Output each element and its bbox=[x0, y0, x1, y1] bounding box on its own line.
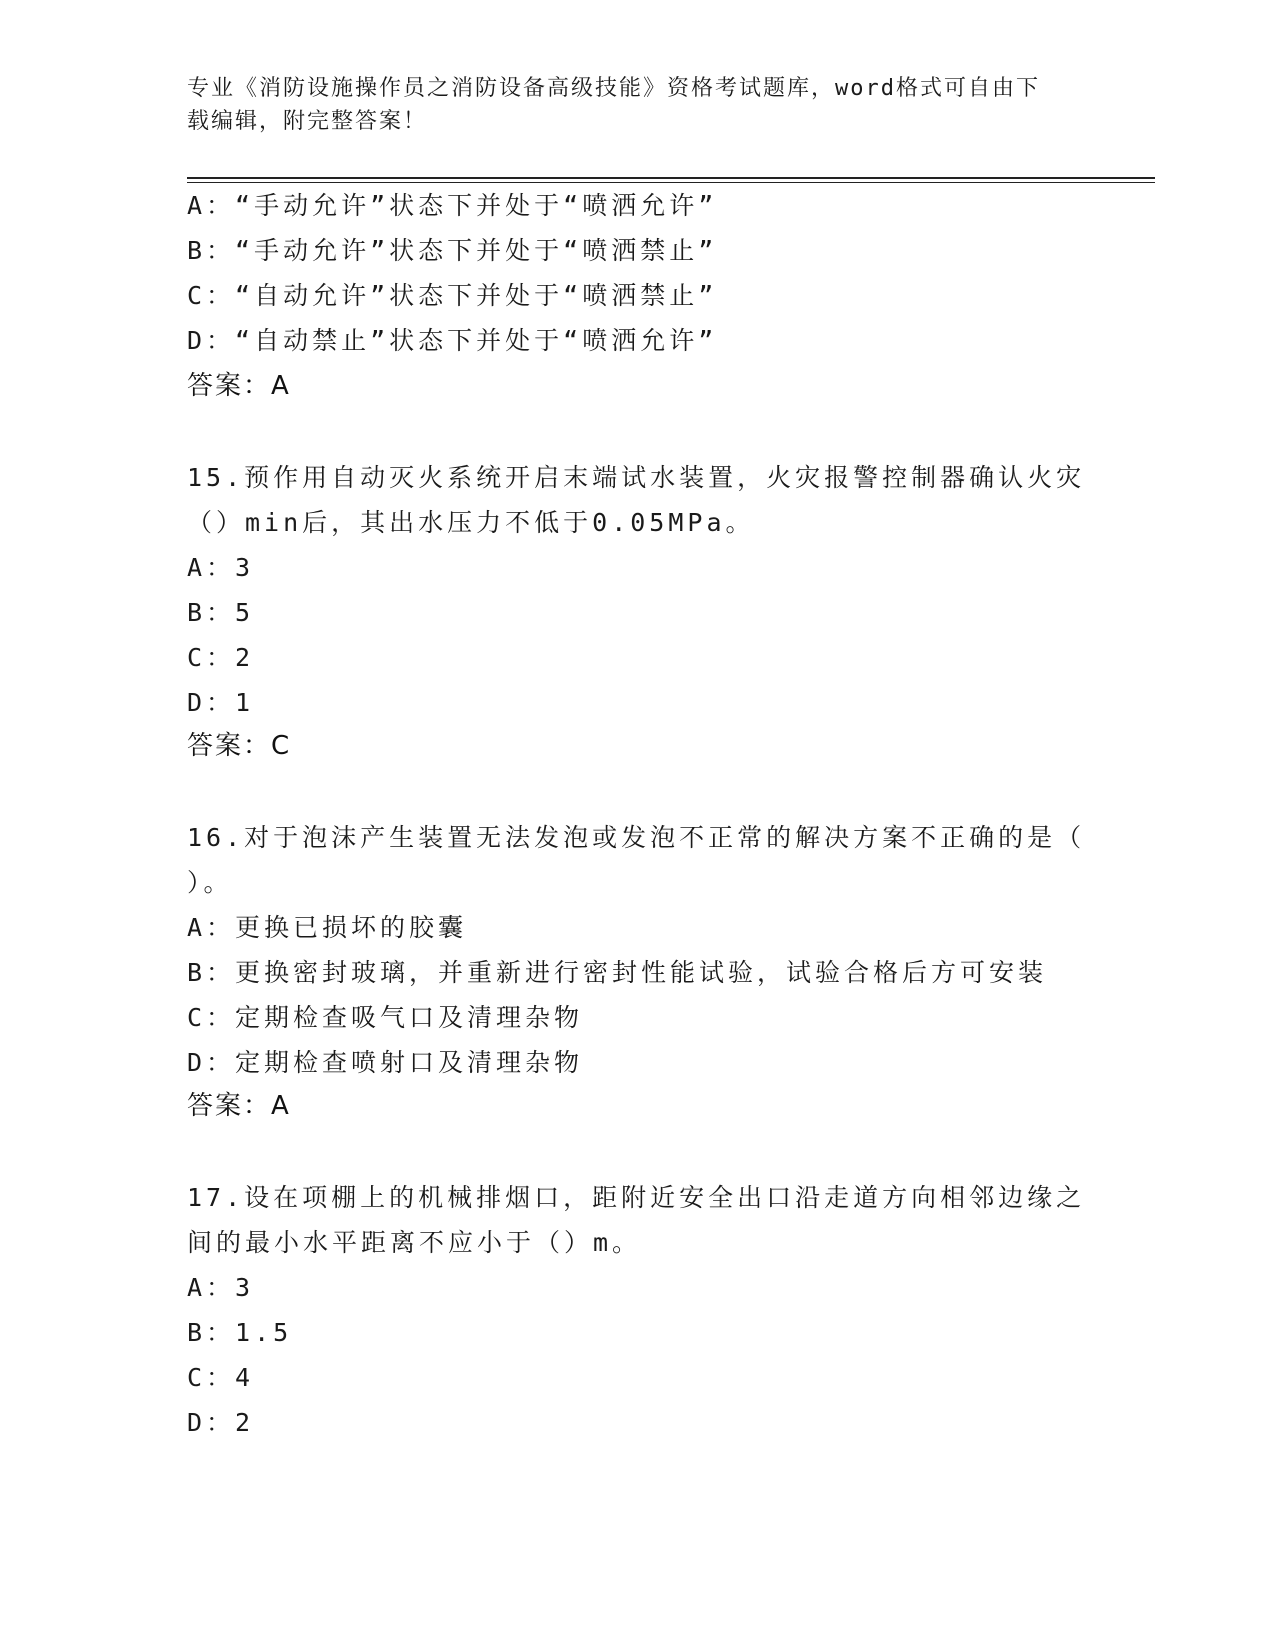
q15-stem-line-1: 15.预作用自动灭火系统开启末端试水装置，火灾报警控制器确认火灾 bbox=[187, 463, 1086, 492]
q17-option-c: C：4 bbox=[187, 1363, 255, 1392]
q17-option-b: B：1.5 bbox=[187, 1318, 293, 1347]
q17-stem-line-1: 17.设在项棚上的机械排烟口，距附近安全出口沿走道方向相邻边缘之 bbox=[187, 1183, 1086, 1212]
q15-option-a: A：3 bbox=[187, 553, 255, 582]
document-header bbox=[187, 72, 1067, 138]
q16-stem-line-2: ）。 bbox=[187, 868, 233, 897]
header-divider-thick bbox=[187, 177, 1155, 179]
q17-stem-line-2: 间的最小水平距离不应小于（）m。 bbox=[187, 1228, 642, 1257]
q14-option-a: A：“手动允许”状态下并处于“喷洒允许” bbox=[187, 191, 718, 220]
q16-stem-line-1: 16.对于泡沫产生装置无法发泡或发泡不正常的解决方案不正确的是（ bbox=[187, 823, 1086, 852]
q15-option-c: C：2 bbox=[187, 643, 255, 672]
q17-option-a: A：3 bbox=[187, 1273, 255, 1302]
q14-answer: 答案：A bbox=[187, 371, 291, 401]
q17-option-d: D：2 bbox=[187, 1408, 255, 1437]
q16-option-d: D：定期检查喷射口及清理杂物 bbox=[187, 1048, 584, 1077]
q16-option-b: B：更换密封玻璃，并重新进行密封性能试验，试验合格后方可安装 bbox=[187, 958, 1048, 987]
q16-option-c: C：定期检查吸气口及清理杂物 bbox=[187, 1003, 584, 1032]
q14-option-c: C：“自动允许”状态下并处于“喷洒禁止” bbox=[187, 281, 718, 310]
q15-answer: 答案：C bbox=[187, 731, 292, 761]
header-line-2: 载编辑，附完整答案！ bbox=[187, 109, 428, 134]
q14-option-b: B：“手动允许”状态下并处于“喷洒禁止” bbox=[187, 236, 718, 265]
q16-answer: 答案：A bbox=[187, 1091, 291, 1121]
q16-option-a: A：更换已损坏的胶囊 bbox=[187, 913, 468, 942]
q15-option-d: D：1 bbox=[187, 688, 255, 717]
header-line-1: 专业《消防设施操作员之消防设备高级技能》资格考试题库，word格式可自由下 bbox=[187, 76, 1040, 101]
q15-stem-line-2: （）min后，其出水压力不低于0.05MPa。 bbox=[187, 508, 755, 537]
q15-option-b: B：5 bbox=[187, 598, 255, 627]
header-divider-thin bbox=[187, 182, 1155, 183]
q14-option-d: D：“自动禁止”状态下并处于“喷洒允许” bbox=[187, 326, 718, 355]
